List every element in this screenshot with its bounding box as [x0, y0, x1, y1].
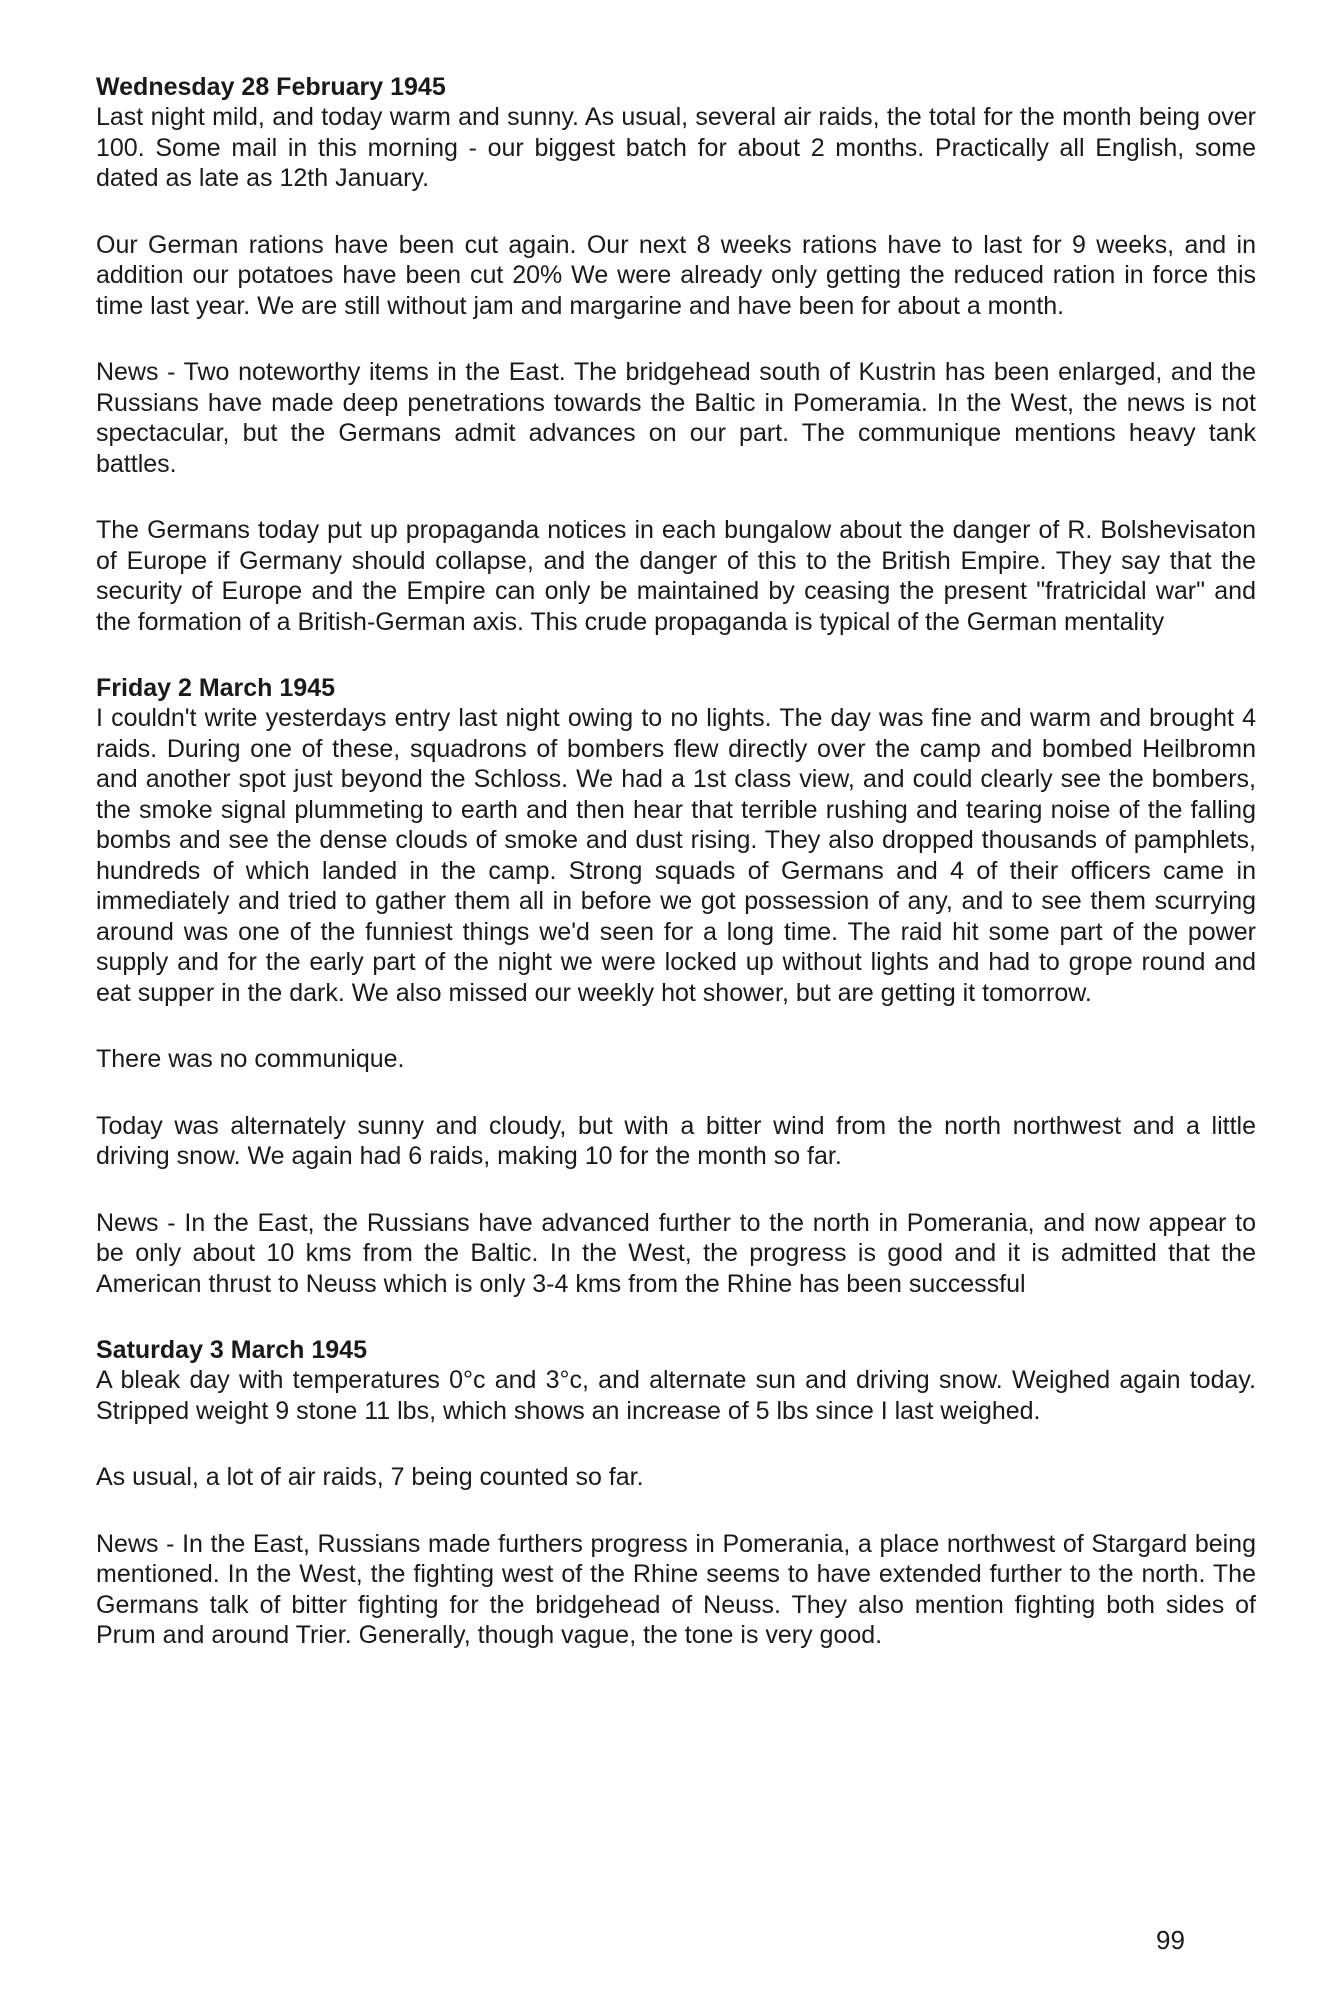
entry-paragraph: A bleak day with temperatures 0°c and 3°c, and alternate sun and driving snow. Weighed again today. Stripped weight 9 stone 11 lbs, which shows an increase of 5 lbs since I last weighed. — [96, 1366, 1256, 1425]
entry-paragraph: I couldn't write yesterdays entry last night owing to no lights. The day was fine and warm and brought 4 raids. During one of these, squadrons of bombers flew directly over the camp and bombed Heilbromn and another spot just beyond the Schloss. We had a 1st class view, and could clearly see the bombers, the smoke signal plummeting to earth and then hear that terrible rushing and tearing noise of the falling bombs and see the dense clouds of smoke and dust rising. They also dropped thousands of pamphlets, hundreds of which landed in the camp. Strong squads of Germans and 4 of their officers came in immediately and tried to gather them all in before we got possession of any, and to see them scurrying around was one of the funniest things we'd seen for a long time. The raid hit some part of the power supply and for the early part of the night we were locked up without lights and had to grope round and eat supper in the dark. We also missed our weekly hot shower, but are getting it tomorrow. — [96, 704, 1256, 1007]
diary-entry-28-feb — [96, 72, 1256, 637]
entry-paragraph: Today was alternately sunny and cloudy, but with a bitter wind from the north northwest and a little driving snow. We again had 6 raids, making 10 for the month so far. — [96, 1111, 1256, 1170]
entry-paragraph: As usual, a lot of air raids, 7 being counted so far. — [96, 1463, 644, 1491]
entry-paragraph: Last night mild, and today warm and sunny. As usual, several air raids, the total for the month being over 100. Some mail in this morning - our biggest batch for about 2 months. Practically all English, some dated as late as 12th January. — [96, 103, 1256, 192]
entry-paragraph: The Germans today put up propaganda notices in each bungalow about the danger of R. Bolshevisaton of Europe if Germany should collapse, and the danger of this to the British Empire. They say that the security of Europe and the Empire can only be maintained by ceasing the present "fratricidal war" and the formation of a British-German axis. This crude propaganda is typical of the German mentality — [96, 516, 1256, 636]
entry-paragraph: News - In the East, the Russians have advanced further to the north in Pomerania, and now appear to be only about 10 kms from the Baltic. In the West, the progress is good and it is admitted that the American thrust to Neuss which is only 3-4 kms from the Rhine has been successful — [96, 1208, 1256, 1298]
entry-heading: Friday 2 March 1945 — [96, 674, 336, 702]
entry-paragraph: Our German rations have been cut again. Our next 8 weeks rations have to last for 9 weeks, and in addition our potatoes have been cut 20% We were already only getting the reduced ration in force this time last year. We are still without jam and margarine and have been for about a month. — [96, 230, 1256, 320]
diary-entry-3-mar — [96, 1335, 1256, 1651]
entry-paragraph: News - Two noteworthy items in the East. The bridgehead south of Kustrin has been enlarged, and the Russians have made deep penetrations towards the Baltic in Pomeramia. In the West, the news is not spectacular, but the Germans admit advances on our part. The communique mentions heavy tank battles. — [96, 358, 1256, 478]
entry-paragraph: News - In the East, Russians made furthers progress in Pomerania, a place northwest of Stargard being mentioned. In the West, the fighting west of the Rhine seems to have extended further to the north. The Germans talk of bitter fighting for the bridgehead of Neuss. They also mention fighting both sides of Prum and around Trier. Generally, though vague, the tone is very good. — [96, 1529, 1256, 1649]
page-number: 99 — [1156, 1925, 1185, 1955]
diary-page — [96, 72, 1256, 1687]
diary-entry-2-mar — [96, 673, 1256, 1299]
entry-heading: Saturday 3 March 1945 — [96, 1336, 367, 1364]
entry-paragraph: There was no communique. — [96, 1045, 405, 1073]
entry-heading: Wednesday 28 February 1945 — [96, 73, 446, 101]
